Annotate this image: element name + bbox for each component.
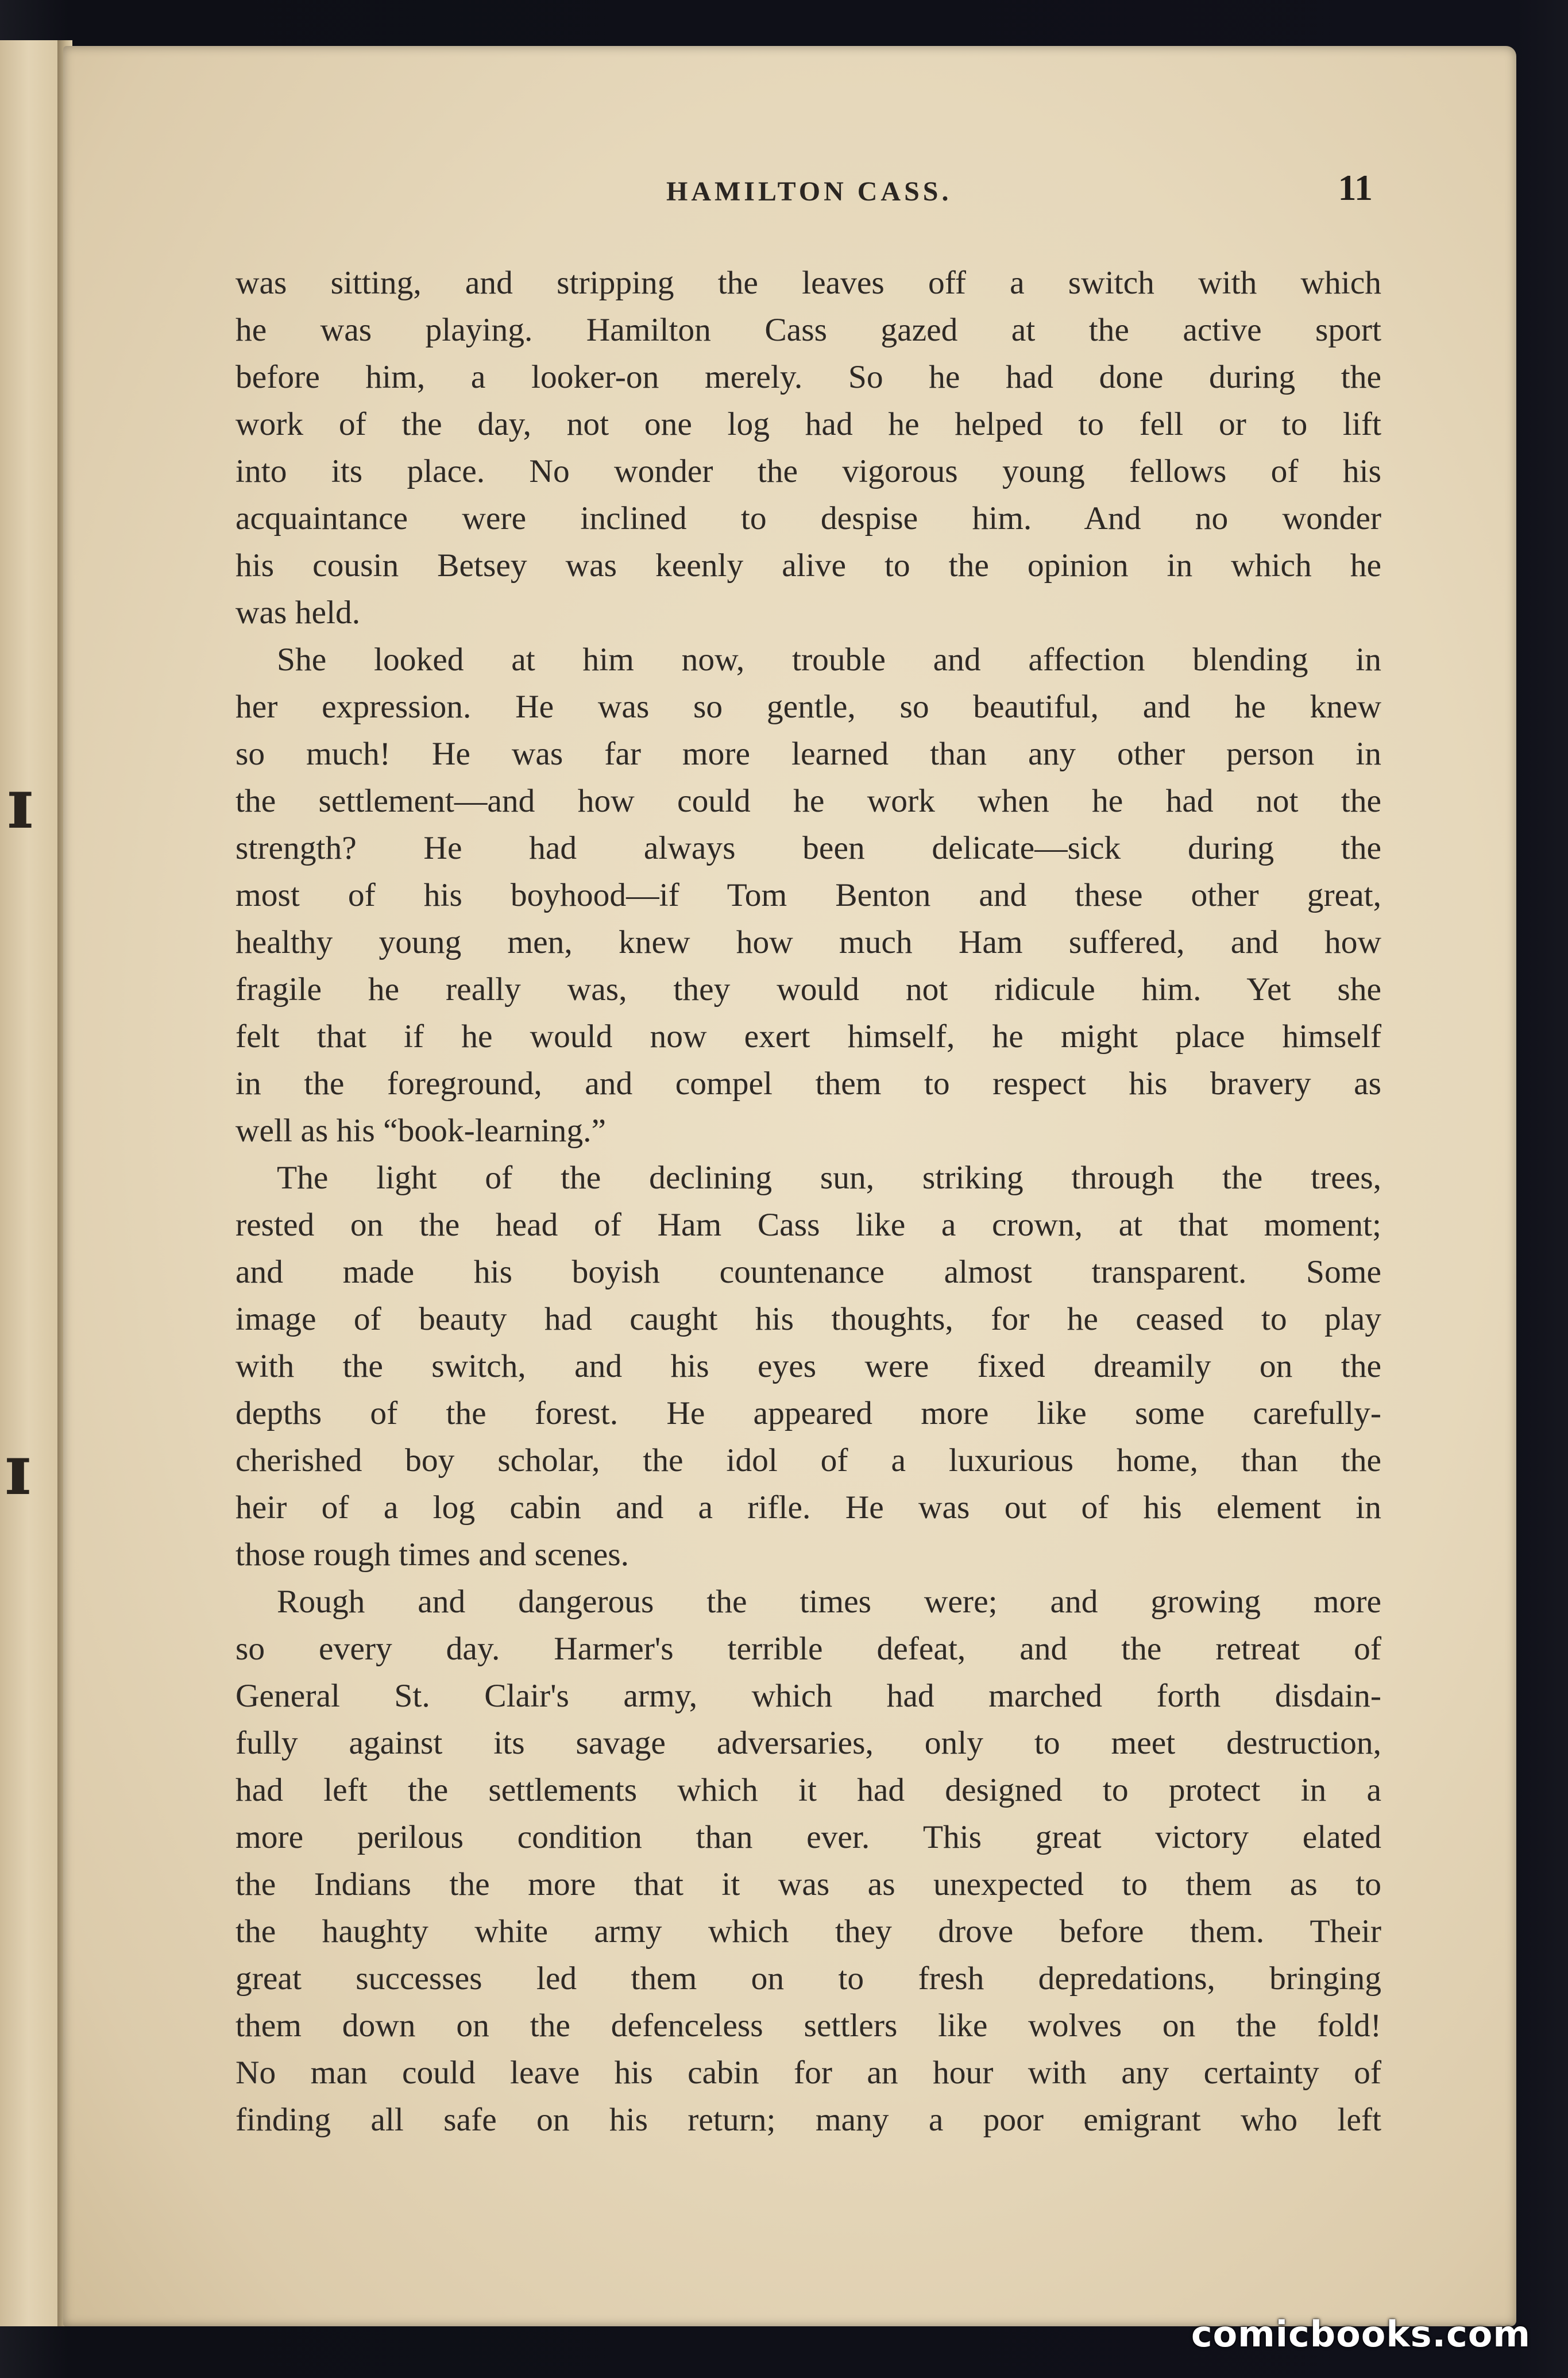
site-watermark: comicbooks.com (1191, 2313, 1531, 2355)
text-line: great successes led them on to fresh depredations, bringing (235, 1960, 1381, 1997)
text-line: in the foreground, and compel them to respect his bravery as (235, 1066, 1381, 1102)
facing-page-edge (0, 40, 65, 2326)
text-line: those rough times and scenes. (235, 1537, 629, 1573)
paragraph-start-line: She looked at him now, trouble and affection blending in (277, 642, 1381, 678)
text-line: his cousin Betsey was keenly alive to the opinion in which he (235, 547, 1381, 584)
text-line: so much! He was far more learned than any other person in (235, 736, 1381, 772)
text-line: work of the day, not one log had he helped to fell or to lift (235, 406, 1381, 442)
text-line: was held. (235, 594, 361, 631)
text-line: and made his boyish countenance almost transparent. Some (235, 1254, 1381, 1290)
paragraph-start-line: The light of the declining sun, striking through the trees, (277, 1160, 1381, 1196)
text-line: he was playing. Hamilton Cass gazed at the active sport (235, 312, 1381, 348)
text-line: more perilous condition than ever. This great victory elated (235, 1819, 1381, 1855)
text-line: had left the settlements which it had designed to protect in a (235, 1772, 1381, 1808)
text-line: fragile he really was, they would not ridicule him. Yet she (235, 971, 1381, 1007)
text-line: the Indians the more that it was as unexpected to them as to (235, 1866, 1381, 1902)
page-number: 11 (1338, 167, 1373, 208)
text-line: depths of the forest. He appeared more like some carefully- (235, 1395, 1381, 1431)
text-line: acquaintance were inclined to despise him. And no wonder (235, 500, 1381, 536)
text-line: General St. Clair's army, which had marched forth disdain- (235, 1678, 1381, 1714)
text-line: before him, a looker-on merely. So he had done during the (235, 359, 1381, 395)
text-line: into its place. No wonder the vigorous young fellows of his (235, 453, 1381, 489)
text-line: her expression. He was so gentle, so beautiful, and he knew (235, 689, 1381, 725)
text-line: finding all safe on his return; many a poor emigrant who left (235, 2102, 1381, 2138)
text-line: heir of a log cabin and a rifle. He was out of his element in (235, 1489, 1381, 1526)
text-line: so every day. Harmer's terrible defeat, and the retreat of (235, 1631, 1381, 1667)
text-line: them down on the defenceless settlers like wolves on the fold! (235, 2008, 1381, 2044)
text-line: fully against its savage adversaries, only to meet destruction, (235, 1725, 1381, 1761)
paragraph-start-line: Rough and dangerous the times were; and growing more (277, 1584, 1381, 1620)
text-line: felt that if he would now exert himself, he might place himself (235, 1018, 1381, 1055)
binding-stub-mark-upper: ɪ (7, 763, 33, 844)
text-line: cherished boy scholar, the idol of a luxurious home, than the (235, 1442, 1381, 1478)
text-line: rested on the head of Ham Cass like a crown, at that moment; (235, 1207, 1381, 1243)
text-line: well as his “book-learning.” (235, 1113, 607, 1149)
text-line: No man could leave his cabin for an hour with any certainty of (235, 2055, 1381, 2091)
text-line: was sitting, and stripping the leaves off a switch with which (235, 265, 1381, 301)
text-line: the settlement—and how could he work when he had not the (235, 783, 1381, 819)
text-line: image of beauty had caught his thoughts, for he ceased to play (235, 1301, 1381, 1337)
page-header (247, 167, 1373, 218)
text-line: strength? He had always been delicate—sick during the (235, 830, 1381, 866)
running-head: HAMILTON CASS. (666, 176, 952, 207)
text-line: the haughty white army which they drove before them. Their (235, 1913, 1381, 1950)
text-line: most of his boyhood—if Tom Benton and these other great, (235, 877, 1381, 913)
text-line: with the switch, and his eyes were fixed dreamily on the (235, 1348, 1381, 1384)
body-text (235, 260, 1381, 2144)
binding-stub-mark-lower: ɪ (5, 1430, 31, 1511)
text-line: healthy young men, knew how much Ham suffered, and how (235, 924, 1381, 960)
